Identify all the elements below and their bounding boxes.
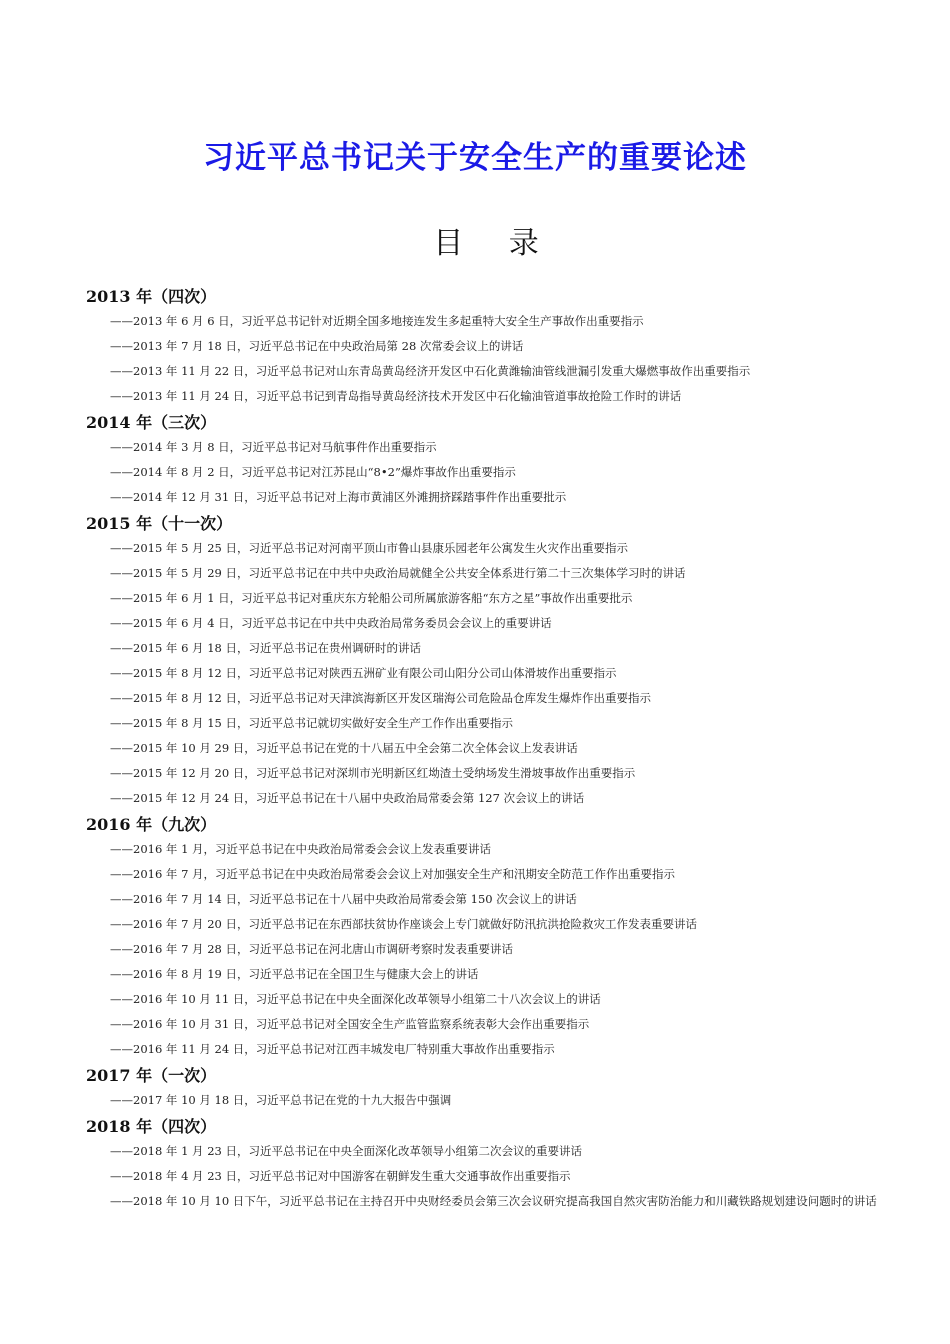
- year-heading: 2014 年（三次）: [86, 413, 217, 432]
- toc-entry[interactable]: ——2016 年 7 月，习近平总书记在中央政治局常委会会议上对加强安全生产和汛期安全防范工作作出重要指示: [110, 867, 676, 881]
- toc-entry[interactable]: ——2015 年 12 月 20 日，习近平总书记对深圳市光明新区红坳渣土受纳场发生滑坡事故作出重要指示: [110, 766, 636, 780]
- toc-entry[interactable]: ——2013 年 11 月 22 日，习近平总书记对山东青岛黄岛经济开发区中石化黄潍输油管线泄漏引发重大爆燃事故作出重要指示: [110, 364, 751, 378]
- toc-entry[interactable]: ——2015 年 8 月 12 日，习近平总书记对天津滨海新区开发区瑞海公司危险品仓库发生爆炸作出重要指示: [110, 691, 651, 705]
- toc-entry[interactable]: ——2015 年 8 月 12 日，习近平总书记对陕西五洲矿业有限公司山阳分公司山体滑坡作出重要指示: [110, 666, 617, 680]
- toc-section-2016: [86, 813, 886, 1062]
- year-heading: 2016 年（九次）: [86, 815, 217, 834]
- toc-entry[interactable]: ——2016 年 8 月 19 日，习近平总书记在全国卫生与健康大会上的讲话: [110, 967, 479, 981]
- toc-entry[interactable]: ——2013 年 11 月 24 日，习近平总书记到青岛指导黄岛经济技术开发区中石化输油管道事故抢险工作时的讲话: [110, 389, 682, 403]
- toc-entry[interactable]: ——2013 年 7 月 18 日，习近平总书记在中央政治局第 28 次常委会议上的讲话: [110, 339, 524, 353]
- toc-entry[interactable]: ——2015 年 6 月 18 日，习近平总书记在贵州调研时的讲话: [110, 641, 421, 655]
- year-heading: 2013 年（四次）: [86, 287, 217, 306]
- toc-entry[interactable]: ——2016 年 7 月 20 日，习近平总书记在东西部扶贫协作座谈会上专门就做好防汛抗洪抢险救灾工作发表重要讲话: [110, 917, 697, 931]
- toc-entry[interactable]: ——2018 年 1 月 23 日，习近平总书记在中央全面深化改革领导小组第二次会议的重要讲话: [110, 1144, 582, 1158]
- toc-entry[interactable]: ——2014 年 12 月 31 日，习近平总书记对上海市黄浦区外滩拥挤踩踏事件作出重要批示: [110, 490, 567, 504]
- toc-section-2013: [86, 285, 886, 409]
- toc-section-2017: [86, 1064, 886, 1113]
- year-heading: 2015 年（十一次）: [86, 514, 233, 533]
- toc-heading: 目 录: [433, 226, 557, 261]
- toc-entry[interactable]: ——2015 年 6 月 4 日，习近平总书记在中共中央政治局常务委员会会议上的重要讲话: [110, 616, 552, 630]
- toc-entry[interactable]: ——2014 年 3 月 8 日，习近平总书记对马航事件作出重要指示: [110, 440, 437, 454]
- toc-entry[interactable]: ——2016 年 7 月 14 日，习近平总书记在十八届中央政治局常委会第 150 次会议上的讲话: [110, 892, 577, 906]
- document-title: 习近平总书记关于安全生产的重要论述: [203, 140, 747, 176]
- toc-entry[interactable]: ——2017 年 10 月 18 日，习近平总书记在党的十九大报告中强调: [110, 1093, 452, 1107]
- toc-entry[interactable]: ——2015 年 5 月 29 日，习近平总书记在中共中央政治局就健全公共安全体系进行第二十三次集体学习时的讲话: [110, 566, 686, 580]
- toc-entry[interactable]: ——2015 年 8 月 15 日，习近平总书记就切实做好安全生产工作作出重要指示: [110, 716, 513, 730]
- toc-entry[interactable]: ——2016 年 1 月，习近平总书记在中央政治局常委会会议上发表重要讲话: [110, 842, 492, 856]
- year-heading: 2018 年（四次）: [86, 1117, 217, 1136]
- table-of-contents: [86, 283, 886, 1214]
- toc-section-2018: [86, 1115, 886, 1214]
- toc-entry[interactable]: ——2013 年 6 月 6 日，习近平总书记针对近期全国多地接连发生多起重特大安全生产事故作出重要指示: [110, 314, 644, 328]
- toc-entry[interactable]: ——2015 年 10 月 29 日，习近平总书记在党的十八届五中全会第二次全体会议上发表讲话: [110, 741, 578, 755]
- toc-entry[interactable]: ——2014 年 8 月 2 日，习近平总书记对江苏昆山“8•2”爆炸事故作出重要指示: [110, 465, 516, 479]
- toc-entry[interactable]: ——2016 年 10 月 11 日，习近平总书记在中央全面深化改革领导小组第二十八次会议上的讲话: [110, 992, 601, 1006]
- toc-entry[interactable]: ——2015 年 12 月 24 日，习近平总书记在十八届中央政治局常委会第 127 次会议上的讲话: [110, 791, 585, 805]
- toc-section-2014: [86, 411, 886, 510]
- toc-entry[interactable]: ——2016 年 7 月 28 日，习近平总书记在河北唐山市调研考察时发表重要讲话: [110, 942, 513, 956]
- toc-entry[interactable]: ——2016 年 10 月 31 日，习近平总书记对全国安全生产监管监察系统表彰大会作出重要指示: [110, 1017, 590, 1031]
- toc-entry[interactable]: ——2016 年 11 月 24 日，习近平总书记对江西丰城发电厂特别重大事故作出重要指示: [110, 1042, 555, 1056]
- toc-entry[interactable]: ——2015 年 5 月 25 日，习近平总书记对河南平顶山市鲁山县康乐园老年公寓发生火灾作出重要指示: [110, 541, 628, 555]
- toc-entry[interactable]: ——2018 年 10 月 10 日下午，习近平总书记在主持召开中央财经委员会第三次会议研究提高我国自然灾害防治能力和川藏铁路规划建设问题时的讲话: [110, 1194, 877, 1208]
- toc-entry[interactable]: ——2018 年 4 月 23 日，习近平总书记对中国游客在朝鲜发生重大交通事故作出重要指示: [110, 1169, 571, 1183]
- year-heading: 2017 年（一次）: [86, 1066, 217, 1085]
- toc-entry[interactable]: ——2015 年 6 月 1 日，习近平总书记对重庆东方轮船公司所属旅游客船“东方之星”事故作出重要批示: [110, 591, 633, 605]
- toc-section-2015: [86, 512, 886, 811]
